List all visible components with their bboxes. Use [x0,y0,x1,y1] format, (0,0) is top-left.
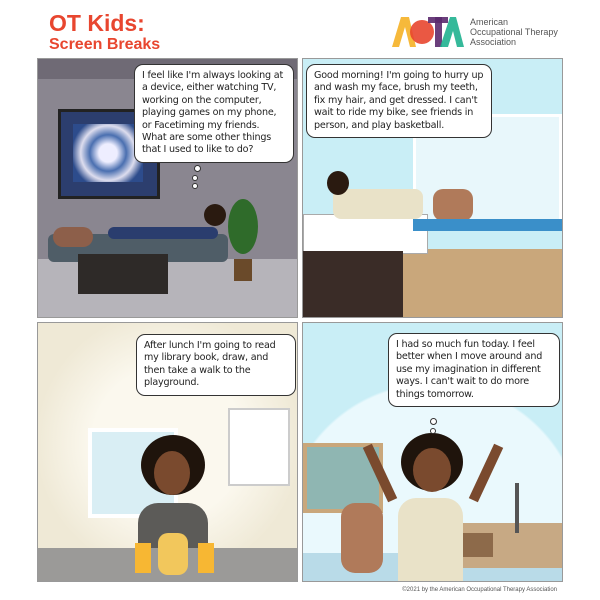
aota-logo-mark [392,17,464,47]
bed [303,214,428,254]
logo-text [470,17,558,47]
picture-frame [463,533,493,557]
boy-lying [108,227,218,239]
thought-dot [430,428,436,434]
comic-panel-4 [302,322,563,582]
comic-panel-3 [37,322,298,582]
speech-bubble-1: I feel like I'm always looking at a device, either watching TV, working on the computer, playing games on my phone, or Facetiming my friends. What are some other things that I used to like to do? [134,64,294,163]
thought-dot [192,183,198,189]
boy-head [327,171,349,195]
dog [341,503,383,573]
boy-head [204,204,226,226]
tv-stand [78,254,168,294]
title-main: OT Kids: [49,10,145,36]
girl-shirt [398,498,463,581]
raised-arm [469,444,503,503]
plant-pot [234,259,252,281]
aota-logo [392,17,558,47]
page-title [49,12,160,53]
comic-panel-1 [37,58,298,318]
desk-lamp [515,483,519,533]
title-sub: Screen Breaks [49,36,161,53]
bed-frame [303,251,403,317]
juice-glass [135,543,151,573]
thought-dot [192,175,198,181]
boy-in-pajamas [333,189,423,219]
wall-cabinet [228,408,290,486]
juice-glass [198,543,214,573]
copyright: ©2021 by the American Occupational Therapy Association [402,587,557,593]
dog [433,189,473,221]
logo-line: American [470,17,509,27]
comic-panel-2 [302,58,563,318]
window-sill [413,219,562,231]
thought-dot [194,165,201,172]
speech-bubble-2: Good morning! I'm going to hurry up and wash my face, brush my teeth, fix my hair, and get dressed. I can't wait to ride my bike, see friends in person, and play basketball. [306,64,492,138]
speech-bubble-3: After lunch I'm going to read my library book, draw, and then take a walk to the playground. [136,334,296,396]
logo-line: Occupational Therapy [470,27,558,37]
girl-face [154,451,190,495]
thought-dot [430,418,437,425]
plant [228,199,258,254]
juice-pitcher [158,533,188,575]
logo-line: Association [470,37,517,47]
girl-face [413,448,451,492]
dog [53,227,93,247]
speech-bubble-4: I had so much fun today. I feel better when I move around and use my imagination in different ways. I can't wait to do more things tomorrow. [388,333,560,407]
